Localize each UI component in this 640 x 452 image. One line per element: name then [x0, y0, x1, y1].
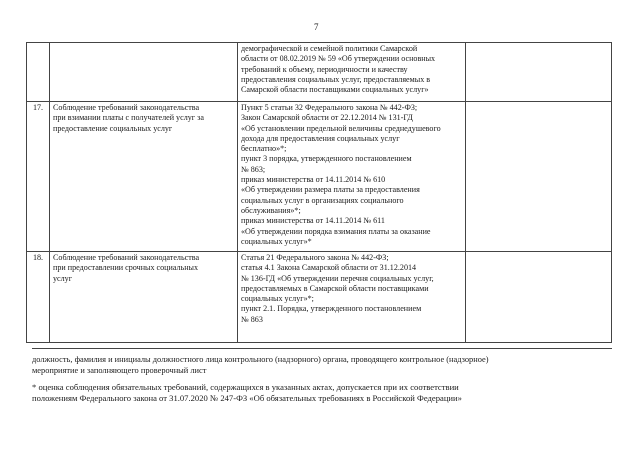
requirement-line: при предоставлении срочных социальных [53, 263, 199, 273]
legal-act-line: предоставляемых в Самарской области поставщиками [241, 283, 429, 293]
requirement-line: предоставление социальных услуг [53, 123, 173, 133]
signature-caption [32, 354, 614, 376]
requirement-line: Соблюдение требований законодательства [53, 103, 200, 112]
legal-act-line: № 863; [241, 164, 266, 174]
legal-act-line: Закон Самарской области от 22.12.2014 № 131-ГД [241, 113, 413, 123]
legal-act-line: социальных услуг»*; [241, 294, 314, 304]
legal-act-line: приказ министерства от 14.11.2014 № 610 [241, 175, 386, 185]
requirement-cell [50, 43, 238, 102]
requirement-line: услуг [53, 273, 73, 283]
legal-act-line: «Об утверждении порядка взимания платы за оказание [241, 226, 431, 236]
legal-act-line: «Об установлении предельной величины среднедушевого [241, 123, 441, 133]
requirement-line: при взимании платы с получателей услуг за [53, 113, 204, 123]
legal-act-line: статья 4.1 Закона Самарской области от 31.12.2014 [241, 263, 417, 273]
answer-cell[interactable] [466, 252, 612, 343]
requirement-line: Соблюдение требований законодательства [53, 253, 200, 262]
answer-cell[interactable] [466, 43, 612, 102]
footnote-line: * оценка соблюдения обязательных требований, содержащихся в указанных актах, допускается при их соответствии [32, 382, 459, 392]
legal-act-line: требований к объему, периодичности и качеству [241, 64, 408, 74]
legal-acts-cell [238, 43, 466, 102]
signature-caption-line: мероприятие и заполняющего проверочный лист [32, 366, 207, 375]
legal-act-line: бесплатно»*; [241, 144, 287, 154]
requirement-cell [50, 252, 238, 343]
footnote [32, 382, 614, 404]
table-row [27, 43, 612, 102]
requirement-cell [50, 102, 238, 252]
legal-act-line: социальных услуг в организациях социального [241, 195, 404, 205]
legal-act-line: Самарской области поставщиками социальных услуг» [241, 85, 429, 95]
legal-act-line: приказ министерства от 14.11.2014 № 611 [241, 216, 385, 226]
legal-act-line: пункт 3 порядка, утвержденного постановлением [241, 154, 412, 164]
table-row [27, 102, 612, 252]
legal-act-line: предоставления социальных услуг, предоставляемых в [241, 74, 431, 84]
legal-acts-cell [238, 252, 466, 343]
row-number-cell [27, 43, 50, 102]
signature-line [32, 348, 612, 349]
row-number-cell: 17. [27, 102, 50, 252]
legal-act-line: Статья 21 Федерального закона № 442-ФЗ; [241, 253, 389, 262]
answer-cell[interactable] [466, 102, 612, 252]
legal-act-line: социальных услуг»* [241, 236, 312, 246]
row-number-cell: 18. [27, 252, 50, 343]
legal-act-line: области от 08.02.2019 № 59 «Об утверждении основных [241, 54, 436, 64]
legal-act-line: демографической и семейной политики Самарской [241, 44, 418, 53]
table-row [27, 252, 612, 343]
page-number: 7 [314, 22, 319, 32]
checklist-table [26, 42, 612, 343]
legal-act-line: № 863 [241, 314, 263, 324]
legal-act-line: обслуживания»*; [241, 205, 301, 215]
legal-act-line: Пункт 5 статьи 32 Федерального закона № 442-ФЗ; [241, 103, 418, 112]
legal-act-line: «Об утверждении размера платы за предоставления [241, 185, 420, 195]
footnote-line: положениям Федерального закона от 31.07.2020 № 247-ФЗ «Об обязательных требованиях в Российской Федерации» [32, 393, 462, 403]
legal-act-line: пункт 2.1. Порядка, утвержденного постановлением [241, 304, 422, 314]
legal-act-line: дохода для предоставления социальных услуг [241, 133, 400, 143]
signature-caption-line: должность, фамилия и инициалы должностного лица контрольного (надзорного) органа, проводящего контрольное (надзорное) [32, 355, 489, 364]
legal-acts-cell [238, 102, 466, 252]
legal-act-line: № 136-ГД «Об утверждении перечня социальных услуг, [241, 273, 434, 283]
